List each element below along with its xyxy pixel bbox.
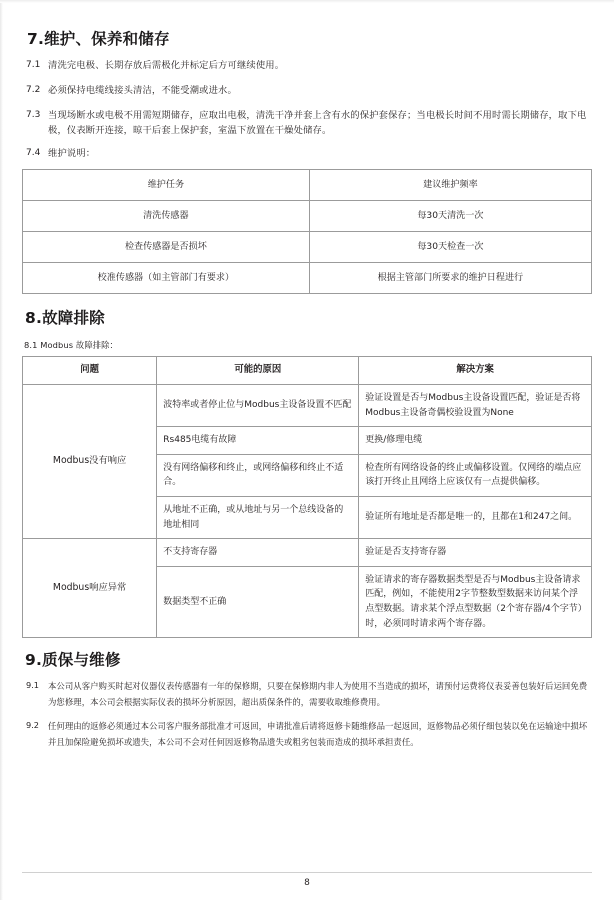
cell-problem: Modbus响应异常 [23, 539, 157, 638]
cell-cause: 数据类型不正确 [157, 566, 359, 637]
page-number: 8 [304, 878, 310, 888]
footer-divider [22, 872, 592, 873]
paragraph-7-1 [22, 58, 592, 74]
paragraph-9-1 [22, 678, 592, 710]
table-row [23, 539, 592, 567]
subsection-8-1-label: 8.1 Modbus 故障排除： [24, 339, 118, 350]
cell-solution: 验证是否支持寄存器 [359, 539, 592, 567]
paragraph-7-3 [22, 108, 592, 140]
table-row [23, 200, 592, 231]
cell-cause: 从地址不正确，或从地址与另一个总线设备的地址相同 [157, 496, 359, 538]
section-9-title: 9.质保与维修 [25, 651, 121, 670]
column-header-problem: 问题 [23, 356, 157, 384]
cell-solution: 验证设置是否与Modbus主设备设置匹配，验证是否将Modbus主设备奇偶校验设置为None [359, 384, 592, 426]
column-header-task: 维护任务 [23, 169, 310, 200]
section-7-title: 7.维护、保养和储存 [27, 30, 170, 48]
paragraph-number: 9.1 [26, 680, 40, 691]
troubleshooting-table [22, 356, 592, 638]
paragraph-number: 7.3 [26, 109, 41, 120]
table-header-row [23, 356, 592, 384]
cell-solution: 更换/修理电缆 [359, 427, 592, 455]
cell-task: 清洗传感器 [23, 200, 310, 231]
cell-solution: 验证请求的寄存器数据类型是否与Modbus主设备请求匹配，例如，不能使用2字节整数型数据来访问某个浮点型数据。请求某个浮点型数据（2个寄存器/4个字节）时，必须同时请求两个寄存器。 [359, 566, 592, 637]
paragraph-text: 任何理由的返修必须通过本公司客户服务部批准才可返回，申请批准后请将返修卡随维修品一起返回，返修物品必须仔细包装以免在运输途中损坏并且加保险避免损坏或遗失，本公司不会对任何因返修物品遗失或粗劣包装而造成的损坏承担责任。 [48, 721, 588, 748]
column-header-solution: 解决方案 [359, 356, 592, 384]
paragraph-text: 清洗完电极、长期存放后需极化并标定后方可继续使用。 [48, 60, 285, 71]
cell-task: 检查传感器是否损坏 [23, 231, 310, 262]
paragraph-7-2 [22, 83, 592, 99]
column-header-cause: 可能的原因 [157, 356, 359, 384]
column-header-frequency: 建议维护频率 [309, 169, 591, 200]
paragraph-text: 当现场断水或电极不用需短期储存，应取出电极，清洗干净并套上含有水的保护套保存；当电极长时间不用时需长期储存，取下电极，仪表断开连接，晾干后套上保护套，室温下放置在干燥处储存。 [48, 109, 587, 137]
cell-frequency: 每30天清洗一次 [309, 200, 591, 231]
paragraph-7-4 [22, 146, 592, 162]
cell-frequency: 根据主管部门所要求的维护日程进行 [309, 262, 591, 293]
cell-problem: Modbus没有响应 [23, 384, 157, 538]
table-row [23, 262, 592, 293]
cell-solution: 验证所有地址是否都是唯一的，且都在1和247之间。 [359, 496, 592, 538]
cell-cause: 波特率或者停止位与Modbus主设备设置不匹配 [157, 384, 359, 426]
cell-solution: 检查所有网络设备的终止或偏移设置。仅网络的端点应该打开终止且网络上应该仅有一点提供偏移。 [359, 454, 592, 496]
paragraph-number: 7.1 [26, 60, 41, 70]
maintenance-table [22, 169, 592, 294]
cell-cause: 不支持寄存器 [157, 539, 359, 567]
paragraph-9-2 [22, 718, 592, 750]
paragraph-number: 7.4 [26, 148, 41, 159]
table-row [23, 231, 592, 262]
paragraph-number: 7.2 [26, 84, 41, 95]
table-header-row [23, 169, 592, 200]
cell-cause: 没有网络偏移和终止，或网络偏移和终止不适合。 [157, 454, 359, 496]
cell-task: 校准传感器（如主管部门有要求） [23, 262, 310, 293]
section-8-title: 8.故障排除 [25, 308, 105, 327]
paragraph-text: 本公司从客户购买时起对仪器仪表传感器有一年的保修期，只要在保修期内非人为使用不当造成的损坏，请预付运费将仪表妥善包装好后运回免费为您修理，本公司会根据实际仪表的损坏分析原因，超出质保条件的，需要收取维修费用。 [48, 681, 588, 708]
table-row [23, 384, 592, 426]
cell-frequency: 每30天检查一次 [309, 231, 591, 262]
paragraph-text: 维护说明： [48, 148, 96, 160]
section-9 [22, 638, 592, 750]
paragraph-text: 必须保持电缆线接头清洁，不能受潮或进水。 [48, 84, 237, 96]
paragraph-number: 9.2 [26, 720, 40, 731]
cell-cause: Rs485电缆有故障 [157, 427, 359, 455]
